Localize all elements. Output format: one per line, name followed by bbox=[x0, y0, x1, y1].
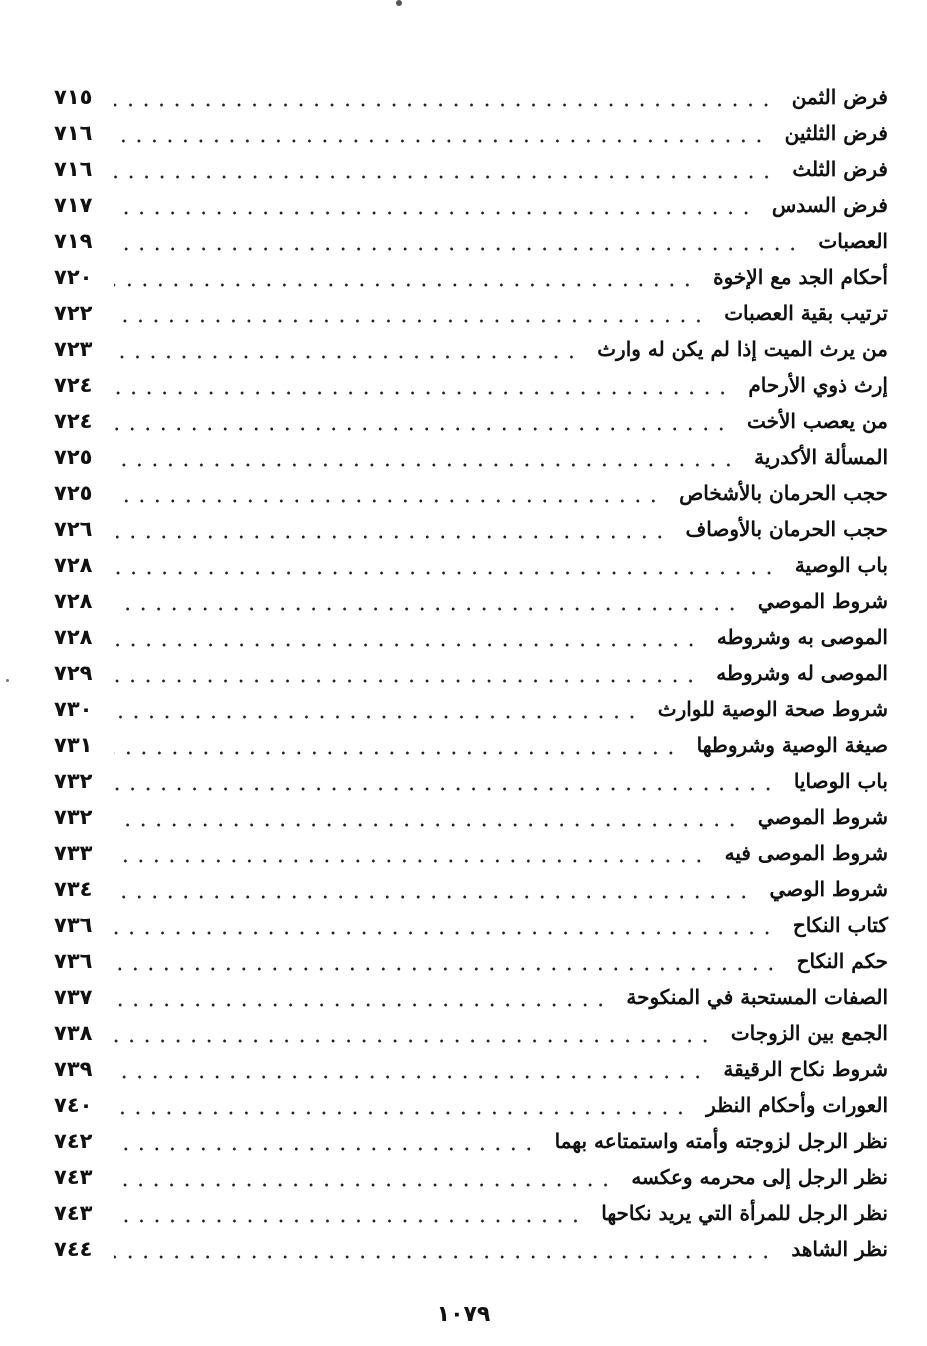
toc-entry-page: ٧٤٠ bbox=[54, 1093, 93, 1117]
toc-entry-title: شروط الموصي bbox=[757, 589, 888, 613]
toc-entry-title: العورات وأحكام النظر bbox=[706, 1093, 888, 1117]
dot-leader bbox=[114, 440, 736, 470]
toc-entry-title: شروط الموصي bbox=[757, 805, 888, 829]
toc-entry-title: حجب الحرمان بالأشخاص bbox=[679, 481, 888, 505]
toc-entry-title: نظر الرجل إلى محرمه وعكسه bbox=[631, 1165, 888, 1189]
toc-entry-title: فرض الثلث bbox=[792, 157, 888, 181]
dot-leader bbox=[114, 368, 730, 398]
toc-entry bbox=[54, 688, 888, 724]
dot-leader bbox=[114, 404, 729, 434]
toc-entry-title: حجب الحرمان بالأوصاف bbox=[685, 517, 888, 541]
toc-entry bbox=[54, 616, 888, 652]
dot-leader bbox=[114, 260, 695, 290]
toc-entry bbox=[54, 292, 888, 328]
toc-entry-page: ٧٢٤ bbox=[54, 373, 93, 397]
toc-entry-page: ٧٤٣ bbox=[54, 1201, 93, 1225]
toc-entry bbox=[54, 256, 888, 292]
toc-entry-page: ٧٢٦ bbox=[54, 517, 93, 541]
toc-entry bbox=[54, 472, 888, 508]
dot-leader bbox=[114, 656, 698, 686]
toc-entry-page: ٧٣٢ bbox=[54, 769, 93, 793]
toc-entry bbox=[54, 508, 888, 544]
toc-entry bbox=[54, 1156, 888, 1192]
toc-entry-page: ٧٢٨ bbox=[54, 553, 93, 577]
dot-leader bbox=[114, 1160, 613, 1190]
dot-leader bbox=[114, 476, 661, 506]
toc-entry bbox=[54, 184, 888, 220]
dot-leader bbox=[114, 296, 706, 326]
toc-entry bbox=[54, 904, 888, 940]
toc-entry-page: ٧٣٦ bbox=[54, 949, 93, 973]
dot-leader bbox=[114, 332, 579, 362]
toc-entry bbox=[54, 976, 888, 1012]
toc-entry-title: فرض السدس bbox=[771, 193, 888, 217]
toc-entry-title: شروط نكاح الرقيقة bbox=[723, 1057, 888, 1081]
toc-entry bbox=[54, 1012, 888, 1048]
toc-entry-page: ٧٣٣ bbox=[54, 841, 93, 865]
dot-leader bbox=[114, 1016, 713, 1046]
dot-leader bbox=[114, 944, 779, 974]
toc-entry bbox=[54, 760, 888, 796]
dot-leader bbox=[114, 692, 640, 722]
toc-entry-page: ٧١٦ bbox=[54, 121, 93, 145]
dot-leader bbox=[114, 1232, 773, 1262]
toc-entry bbox=[54, 580, 888, 616]
dot-leader bbox=[114, 872, 751, 902]
margin-speck bbox=[6, 679, 9, 682]
toc-entry-title: من يعصب الأخت bbox=[746, 409, 888, 433]
toc-entry bbox=[54, 76, 888, 112]
toc-entry-title: فرض الثلثين bbox=[784, 121, 888, 145]
toc-entry bbox=[54, 364, 888, 400]
toc-entry-title: شروط صحة الوصية للوارث bbox=[657, 697, 888, 721]
dot-leader bbox=[114, 764, 776, 794]
toc-entry bbox=[54, 652, 888, 688]
toc-entry-page: ٧٤٣ bbox=[54, 1165, 93, 1189]
toc-entry-title: أحكام الجد مع الإخوة bbox=[713, 265, 888, 289]
dot-leader bbox=[114, 728, 679, 758]
toc-entry-title: الجمع بين الزوجات bbox=[730, 1021, 888, 1045]
toc-entry-page: ٧٣٨ bbox=[54, 1021, 93, 1045]
dot-leader bbox=[114, 512, 668, 542]
dot-leader bbox=[114, 152, 774, 182]
toc-entry bbox=[54, 868, 888, 904]
toc-entry-page: ٧١٥ bbox=[54, 85, 93, 109]
toc-entry-page: ٧٢٠ bbox=[54, 265, 93, 289]
toc-entry-title: باب الوصايا bbox=[793, 769, 888, 793]
toc-entry-page: ٧٣٤ bbox=[54, 877, 93, 901]
toc-entry bbox=[54, 1084, 888, 1120]
toc-entry-page: ٧١٦ bbox=[54, 157, 93, 181]
dot-leader bbox=[114, 836, 707, 866]
toc-entry bbox=[54, 112, 888, 148]
toc-entry-page: ٧١٩ bbox=[54, 229, 93, 253]
toc-entry bbox=[54, 436, 888, 472]
dot-leader bbox=[114, 908, 775, 938]
toc-entry bbox=[54, 832, 888, 868]
dot-leader bbox=[114, 584, 740, 614]
dot-leader bbox=[114, 800, 740, 830]
dot-leader bbox=[114, 620, 699, 650]
toc-entry-title: شروط الوصي bbox=[769, 877, 888, 901]
toc-entry bbox=[54, 940, 888, 976]
toc-entry-page: ٧٤٤ bbox=[54, 1237, 93, 1261]
toc-entry-title: كتاب النكاح bbox=[792, 913, 888, 937]
toc-entry-title: نظر الشاهد bbox=[791, 1237, 888, 1261]
toc-entry-page: ٧٣٧ bbox=[54, 985, 93, 1009]
toc-entry bbox=[54, 220, 888, 256]
toc-entry-page: ٧٤٢ bbox=[54, 1129, 93, 1153]
page-number: ١٠٧٩ bbox=[436, 1302, 491, 1327]
toc-entry-title: حكم النكاح bbox=[796, 949, 888, 973]
toc-entry bbox=[54, 1048, 888, 1084]
toc-entry-page: ٧٢٥ bbox=[54, 481, 93, 505]
dot-leader bbox=[114, 980, 608, 1010]
toc-entry bbox=[54, 724, 888, 760]
toc-entry-title: ترتيب بقية العصبات bbox=[724, 301, 888, 325]
toc-entry-page: ٧٣٠ bbox=[54, 697, 93, 721]
top-speck bbox=[396, 0, 402, 6]
toc-entry bbox=[54, 544, 888, 580]
toc-entry-title: باب الوصية bbox=[794, 553, 888, 577]
toc-entry-title: شروط الموصى فيه bbox=[724, 841, 888, 865]
toc-entry bbox=[54, 400, 888, 436]
toc-entry-title: من يرث الميت إذا لم يكن له وارث bbox=[597, 337, 888, 361]
dot-leader bbox=[114, 224, 800, 254]
toc-entry-title: الصفات المستحبة في المنكوحة bbox=[626, 985, 888, 1009]
toc-entry-page: ٧٣٢ bbox=[54, 805, 93, 829]
toc-entry-title: إرث ذوي الأرحام bbox=[748, 373, 888, 397]
dot-leader bbox=[114, 1196, 583, 1226]
toc-entry bbox=[54, 328, 888, 364]
toc-entry-page: ٧٢٢ bbox=[54, 301, 93, 325]
toc-entry-page: ٧٢٥ bbox=[54, 445, 93, 469]
dot-leader bbox=[114, 80, 774, 110]
toc-entry-page: ٧٣٩ bbox=[54, 1057, 93, 1081]
dot-leader bbox=[114, 116, 767, 146]
toc-entry-page: ٧٢٣ bbox=[54, 337, 93, 361]
toc-entry-title: الموصى به وشروطه bbox=[716, 625, 888, 649]
toc-entry-page: ٧٢٨ bbox=[54, 589, 93, 613]
toc-entry-page: ٧٢٤ bbox=[54, 409, 93, 433]
toc-entry-page: ٧١٧ bbox=[54, 193, 93, 217]
toc-entry-title: نظر الرجل للمرأة التي يريد نكاحها bbox=[601, 1201, 888, 1225]
toc-entry bbox=[54, 1192, 888, 1228]
toc-entry-title: فرض الثمن bbox=[791, 85, 888, 109]
table-of-contents bbox=[54, 76, 888, 1264]
toc-entry-title: العصبات bbox=[818, 229, 888, 253]
toc-entry-page: ٧٢٨ bbox=[54, 625, 93, 649]
dot-leader bbox=[114, 1124, 537, 1154]
toc-entry-title: الموصى له وشروطه bbox=[716, 661, 888, 685]
dot-leader bbox=[114, 188, 754, 218]
dot-leader bbox=[114, 1052, 705, 1082]
toc-entry-page: ٧٣١ bbox=[54, 733, 93, 757]
toc-entry bbox=[54, 148, 888, 184]
dot-leader bbox=[114, 548, 777, 578]
toc-entry-page: ٧٣٦ bbox=[54, 913, 93, 937]
dot-leader bbox=[114, 1088, 688, 1118]
toc-entry bbox=[54, 1120, 888, 1156]
toc-entry-page: ٧٢٩ bbox=[54, 661, 93, 685]
toc-entry-title: نظر الرجل لزوجته وأمته واستمتاعه بهما bbox=[554, 1129, 888, 1153]
toc-entry-title: صيغة الوصية وشروطها bbox=[696, 733, 888, 757]
toc-entry-title: المسألة الأكدرية bbox=[754, 445, 888, 469]
toc-entry bbox=[54, 1228, 888, 1264]
toc-entry bbox=[54, 796, 888, 832]
